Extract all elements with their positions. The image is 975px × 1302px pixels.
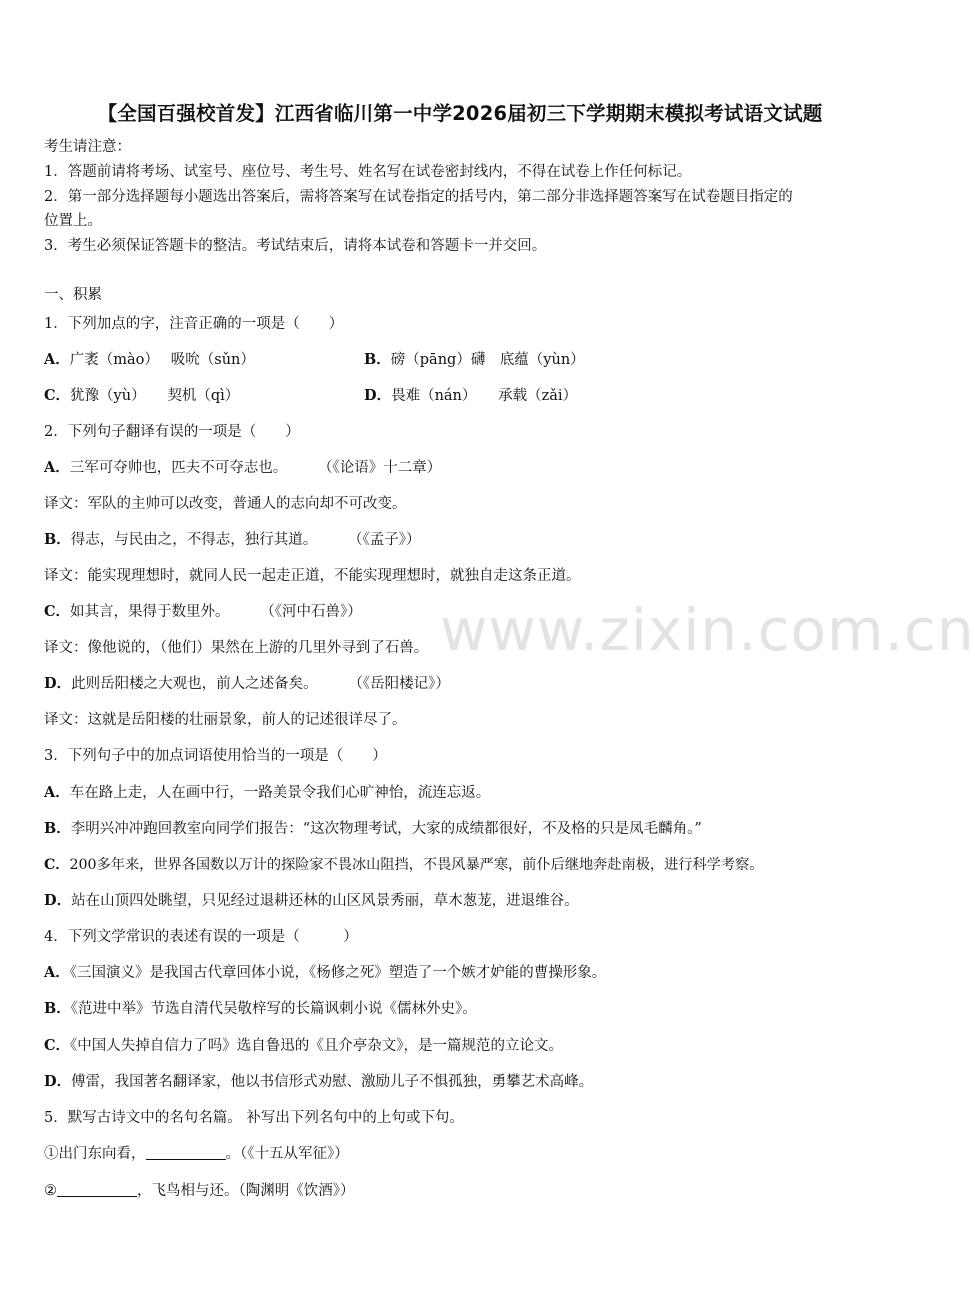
option-label: D． xyxy=(44,892,72,909)
option-label: A． xyxy=(44,964,70,981)
option-row xyxy=(44,891,579,911)
fill-blank-item xyxy=(44,1181,355,1201)
option-text: 《中国人失掉自信力了吗》选自鲁迅的《且介亭杂文》，是一篇规范的立论文。 xyxy=(70,1038,564,1054)
watermark: www.zixin.com.cn xyxy=(440,596,975,664)
option-row xyxy=(44,999,477,1019)
option-label: B． xyxy=(44,820,71,837)
option-label: A． xyxy=(44,784,70,801)
translation: 译文：这就是岳阳楼的壮丽景象，前人的记述很详尽了。 xyxy=(44,712,407,728)
option-text: 磅（pāng）礴 底蕴（yùn） xyxy=(390,352,585,368)
option-label: D． xyxy=(364,387,392,404)
option-row xyxy=(44,458,441,478)
option-label: B． xyxy=(364,351,391,368)
blank-suffix: 。（《十五从军征》） xyxy=(225,1146,349,1162)
fill-blank-item xyxy=(44,1144,349,1164)
option-text: 畏难（nán） 承载（zǎi） xyxy=(391,388,578,404)
option-row xyxy=(44,819,702,839)
notice-item: 2．第一部分选择题每小题选出答案后，需将答案写在试卷指定的括号内，第二部分非选择题答案写在试卷题目指定的 xyxy=(44,189,793,205)
option-source: （《孟子》） xyxy=(355,532,421,548)
option-label: C． xyxy=(44,1037,71,1054)
option-row xyxy=(44,530,421,550)
option-row xyxy=(44,602,362,622)
option-label: A． xyxy=(44,459,70,476)
blank-suffix: ，飞鸟相与还。（陶渊明《饮酒》） xyxy=(137,1183,355,1199)
option-label: A． xyxy=(44,351,70,368)
option-source: （《河中石兽》） xyxy=(267,604,362,620)
option-row xyxy=(44,963,606,983)
blank-prefix: ② xyxy=(44,1183,57,1199)
question-stem: 5．默写古诗文中的名句名篇。 补写出下列名句中的上句或下句。 xyxy=(44,1110,464,1126)
option-text: 车在路上走，人在画中行，一路美景令我们心旷神怡，流连忘返。 xyxy=(69,785,491,801)
option-source: （《论语》十二章） xyxy=(325,460,442,476)
option-text: 此则岳阳楼之大观也，前人之述备矣。 xyxy=(71,676,318,692)
notice-heading: 考生请注意： xyxy=(44,139,131,155)
blank-prefix: ①出门东向看， xyxy=(44,1146,146,1162)
question-stem: 2．下列句子翻译有误的一项是（ ） xyxy=(44,424,300,440)
option-text: 200多年来，世界各国数以万计的探险家不畏冰山阻挡，不畏风暴严寒，前仆后继地奔赴南极，进行科学考察。 xyxy=(69,857,764,873)
option-row xyxy=(44,1036,563,1056)
option-label: D． xyxy=(44,1073,72,1090)
question-stem: 4．下列文学常识的表述有误的一项是（ ） xyxy=(44,929,358,945)
option-label: C． xyxy=(44,857,70,873)
option-text: 傅雷，我国著名翻译家，他以书信形式劝慰、激励儿子不惧孤独，勇攀艺术高峰。 xyxy=(71,1074,594,1090)
answer-blank[interactable] xyxy=(57,1182,137,1197)
translation: 译文：能实现理想时，就同人民一起走正道，不能实现理想时，就独自走这条正道。 xyxy=(44,568,581,584)
option-text: 如其言，果得于数里外。 xyxy=(70,604,230,620)
translation: 译文：军队的主帅可以改变，普通人的志向却不可改变。 xyxy=(44,496,407,512)
option-text: 犹豫（yù） 契机（qì） xyxy=(70,388,240,404)
option-text: 得志，与民由之，不得志，独行其道。 xyxy=(70,532,318,548)
option-source: （《岳阳楼记》） xyxy=(355,676,450,692)
option-text: 三军可夺帅也，匹夫不可夺志也。 xyxy=(69,460,288,476)
option-row xyxy=(44,350,874,370)
option-text: 广袤（mào） 吸吮（sǔn） xyxy=(69,352,255,368)
option-row xyxy=(44,674,450,694)
option-row xyxy=(44,783,490,803)
option-row xyxy=(44,1072,593,1092)
option-text: 李明兴冲冲跑回教室向同学们报告：“这次物理考试，大家的成绩都很好，不及格的只是凤毛麟角。” xyxy=(70,821,702,837)
answer-blank[interactable] xyxy=(146,1145,226,1160)
translation: 译文：像他说的，（他们）果然在上游的几里外寻到了石兽。 xyxy=(44,640,429,656)
section-heading: 一、积累 xyxy=(44,287,102,303)
option-text: 《三国演义》是我国古代章回体小说，《杨修之死》塑造了一个嫉才妒能的曹操形象。 xyxy=(69,965,607,981)
option-label: B． xyxy=(44,1000,71,1017)
page-title: 【全国百强校首发】江西省临川第一中学2026届初三下学期期末模拟考试语文试题 xyxy=(97,102,823,125)
option-label: B． xyxy=(44,531,71,548)
notice-item: 3．考生必须保证答题卡的整洁。考试结束后，请将本试卷和答题卡一并交回。 xyxy=(44,238,547,254)
option-text: 《范进中举》节选自清代吴敬梓写的长篇讽刺小说《儒林外史》。 xyxy=(70,1001,477,1017)
option-label: C． xyxy=(44,603,71,620)
notice-item: 1．答题前请将考场、试室号、座位号、考生号、姓名写在试卷密封线内，不得在试卷上作任何标记。 xyxy=(44,164,692,180)
option-label: D． xyxy=(44,675,72,692)
option-row xyxy=(44,386,874,406)
option-label: C． xyxy=(44,387,71,404)
notice-item: 位置上。 xyxy=(44,213,102,229)
question-stem: 3．下列句子中的加点词语使用恰当的一项是（ ） xyxy=(44,748,387,764)
question-stem: 1．下列加点的字，注音正确的一项是（ ） xyxy=(44,316,344,332)
option-row xyxy=(44,855,763,875)
option-text: 站在山顶四处眺望，只见经过退耕还林的山区风景秀丽，草木葱茏，进退维谷。 xyxy=(71,893,579,909)
